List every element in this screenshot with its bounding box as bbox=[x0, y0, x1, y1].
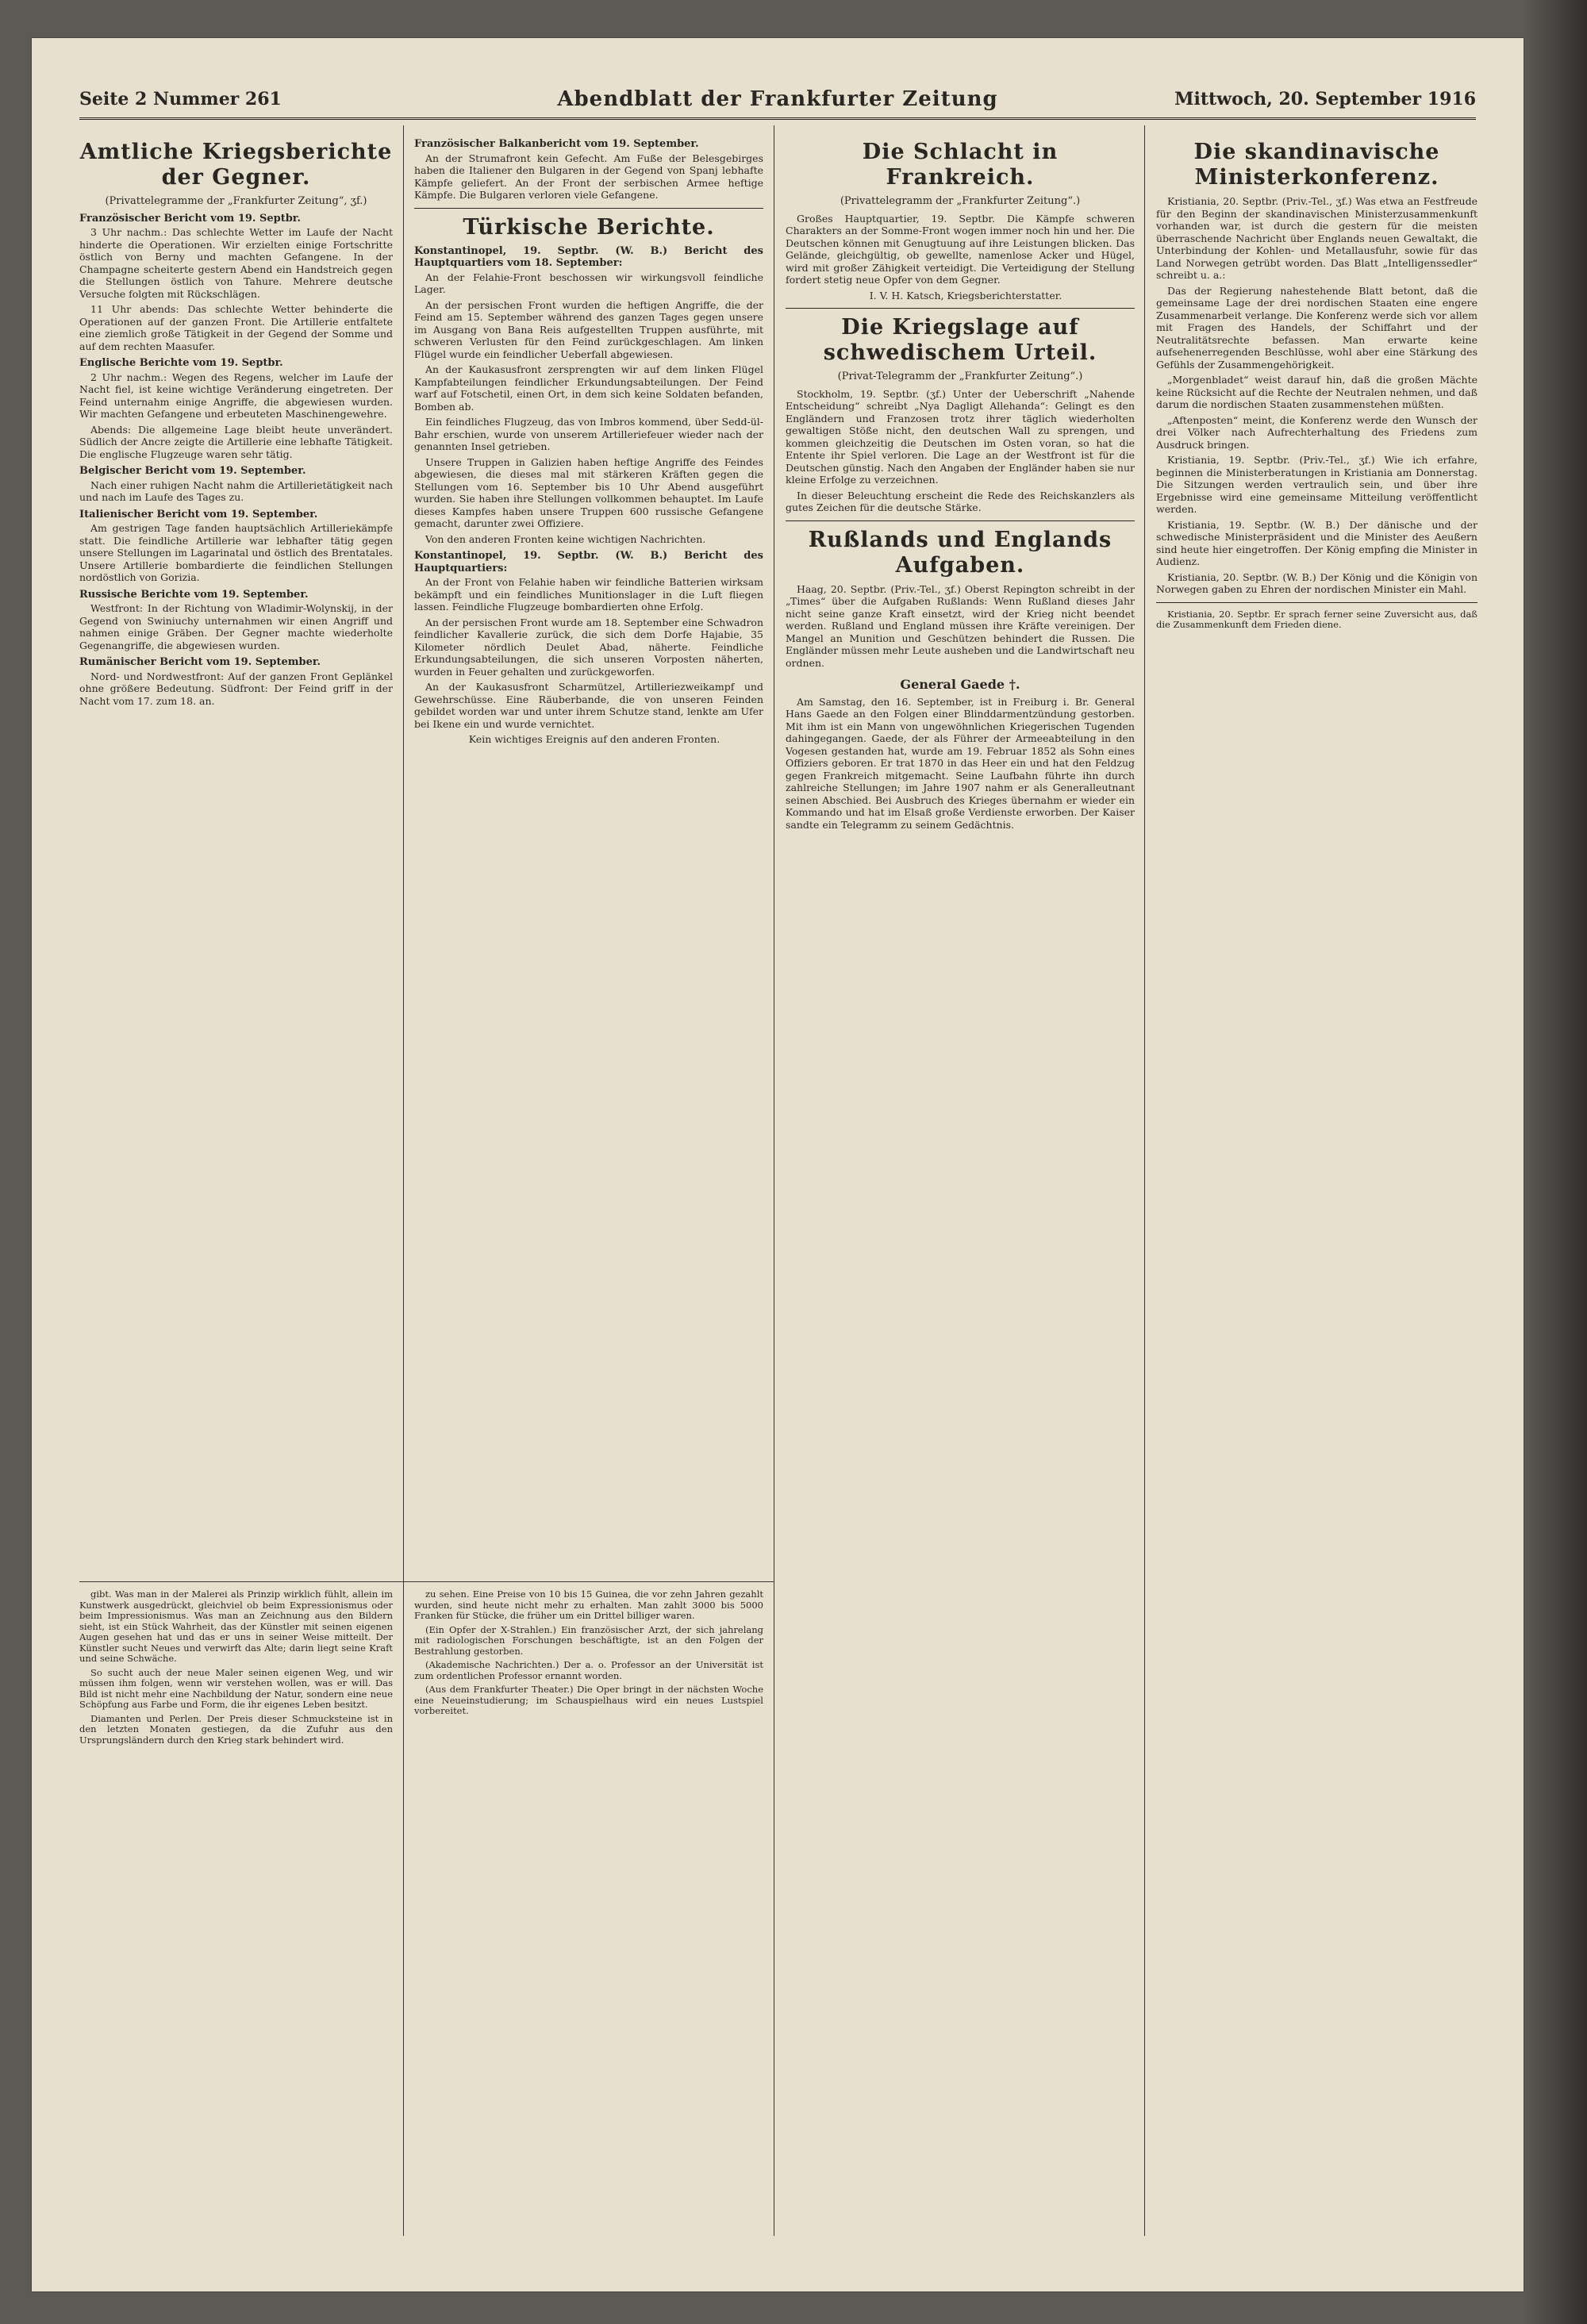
feuilleton-left bbox=[79, 1589, 393, 2232]
paragraph: 2 Uhr nachm.: Wegen des Regens, welcher im Laufe der Nacht fiel, ist keine wichtige Veränderung eingetreten. Der Feind unternahm einige Angriffe, die abgewiesen wurden. Wir machten Gefangene und erbeuteten Maschinengewehre. bbox=[79, 371, 393, 420]
divider bbox=[786, 520, 1135, 521]
paragraph: An der Front von Felahie haben wir feindliche Batterien wirksam bekämpft und ein feindliches Munitionslager in die Luft fliegen lassen. Feindliche Flugzeuge bombardierten ohne Erfolg. bbox=[414, 576, 763, 613]
dateline: Englische Berichte vom 19. Septbr. bbox=[79, 357, 283, 369]
closing-note: Kein wichtiges Ereignis auf den anderen Fronten. bbox=[468, 733, 720, 745]
article-heading: Amtliche Kriegsberichte der Gegner. bbox=[79, 140, 393, 190]
feuilleton-rule bbox=[79, 1581, 774, 1582]
paragraph: So sucht auch der neue Maler seinen eigenen Weg, und wir müssen ihm folgen, wenn wir verstehen wollen, was er will. Das Bild ist nicht mehr eine Nachbildung der Natur, sondern eine neue Schöpfung aus Farbe und Form, die ihr eigenes Leben besitzt. bbox=[79, 1666, 393, 1710]
dateline: Französischer Bericht vom 19. Septbr. bbox=[79, 212, 301, 225]
paragraph: Kristiania, 20. Septbr. (Priv.-Tel., ʒf.) Was etwa an Festfreude für den Beginn der skandinavischen Ministerzusammenkunft vorhanden war, ist durch die gestern für die meisten überraschende Nachricht über Englands neuen Gewaltakt, die Unterbindung der Kohlen- und Metallausfuhr, sowie für das Land Norwegen getrübt worden. Das Blatt „Intelligenssedler“ schreibt u. a.: bbox=[1156, 195, 1477, 281]
paragraph: An der persischen Front wurde am 18. September eine Schwadron feindlicher Kavallerie zurück, die sich dem Dorfe Hajabie, 35 Kilometer nördlich Deulet Abad, näherte. Feindliche Erkundungsabteilungen, die sich unseren Vorposten näherten, wurden in Feuer gehalten und zurückgeworfen. bbox=[414, 616, 763, 678]
paragraph: zu sehen. Eine Preise von 10 bis 15 Guinea, die vor zehn Jahren gezahlt wurden, sind heute nicht mehr zu erhalten. Man zahlt 3000 bis 5000 Franken für Stücke, die früher um ein Drittel billiger waren. bbox=[414, 1589, 763, 1621]
article-subheading: (Privat-Telegramm der „Frankfurter Zeitung“.) bbox=[837, 371, 1083, 382]
article-heading: Die Kriegslage auf schwedischem Urteil. bbox=[823, 315, 1097, 365]
column-rule bbox=[1144, 125, 1145, 2236]
paragraph: Am Samstag, den 16. September, ist in Freiburg i. Br. General Hans Gaede an den Folgen einer Blinddarmentzündung gestorben. Mit ihm ist ein Mann von ungewöhnlichen Kriegerischen Tugenden dahingegangen. Gaede, der als Führer der Armeeabteilung in den Vogesen gestanden hat, wurde am 19. Februar 1852 als Sohn eines Offiziers geboren. Er trat 1870 in das Heer ein und hat den Feldzug gegen Frankreich mitgemacht. Seine Laufbahn führte ihn durch zahlreiche Stellungen; im Jahre 1907 nahm er als Generalleutnant seinen Abschied. Bei Ausbruch des Krieges übernahm er wieder ein Kommando und hat im Elsaß große Verdienste erworben. Der Kaiser sandte ein Telegramm zu seinem Gedächtnis. bbox=[786, 695, 1135, 831]
dateline: Italienischer Bericht vom 19. September. bbox=[79, 508, 318, 520]
column-1 bbox=[79, 133, 393, 1573]
dateline: Französischer Balkanbericht vom 19. September. bbox=[414, 138, 699, 150]
paragraph: Haag, 20. Septbr. (Priv.-Tel., ʒf.) Oberst Repington schreibt in der „Times“ über die Aufgaben Rußlands: Wenn Rußland dieses Jahr nicht seine ganze Kraft einsetzt, wird der Krieg nicht beendet werden. Rußland und England müssen ihre Kräfte vereinigen. Der Mangel an Munition und Geschützen behindert die Russen. Die Engländer müssen mehr Leute ausheben und die Landwirtschaft neu ordnen. bbox=[786, 582, 1135, 669]
paragraph: In dieser Beleuchtung erscheint die Rede des Reichskanzlers als gutes Zeichen für die deutsche Stärke. bbox=[786, 489, 1135, 513]
paragraph: Ein feindliches Flugzeug, das von Imbros kommend, über Sedd-ül-Bahr erschien, wurde von unserem Artilleriefeuer wieder nach der genannten Insel getrieben. bbox=[414, 416, 763, 452]
byline: I. V. H. Katsch, Kriegsberichterstatter. bbox=[869, 289, 1062, 302]
paragraph: An der Strumafront kein Gefecht. Am Fuße der Belesgebirges haben die Italiener den Bulgaren in der Gegend von Spanj lebhafte Kämpfe geliefert. An der Front der serbischen Armee heftige Kämpfe. Die Bulgaren verloren viele Gefangene. bbox=[414, 152, 763, 201]
paragraph: 11 Uhr abends: Das schlechte Wetter behinderte die Operationen auf der ganzen Front. Die Artillerie entfaltete eine ziemlich große Tätigkeit in der Gegend der Somme und auf dem rechten Maasufer. bbox=[79, 303, 393, 352]
paragraph: Großes Hauptquartier, 19. Septbr. Die Kämpfe schweren Charakters an der Somme-Front wogen immer noch hin und her. Die Deutschen können mit Genugtuung auf ihre Leistungen blicken. Das Gelände, gleichgültig, ob gewellte, namenlose Acker und Hügel, wird mit großer Zähigkeit verteidigt. Die Verteidigung der Stellung fordert stetig neue Opfer von dem Gegner. bbox=[786, 212, 1135, 286]
issue-date: Mittwoch, 20. September 1916 bbox=[1174, 89, 1476, 109]
paragraph: Nord- und Nordwestfront: Auf der ganzen Front Geplänkel ohne größere Bedeutung. Südfront: Der Feind griff in der Nacht vom 17. zum 18. an. bbox=[79, 670, 393, 707]
paragraph: Stockholm, 19. Septbr. (ʒf.) Unter der Ueberschrift „Nahende Entscheidung“ schreibt „Nya Dagligt Allehanda“: Gelingt es den Engländern und Franzosen trotz ihrer täglich wiederholten gewaltigen Stöße nicht, den deutschen Wall zu sprengen, und kommen gleichzeitig die Deutschen im Osten voran, so hat die Entente ihr Spiel verloren. Die Lage an der Westfront ist für die Deutschen günstig. Nach den Angaben der Engländer haben sie nur kleine Erfolge zu verzeichnen. bbox=[786, 387, 1135, 486]
column-4 bbox=[1156, 133, 1477, 2236]
paragraph: 3 Uhr nachm.: Das schlechte Wetter im Laufe der Nacht hinderte die Operationen. Wir erzielten einige Fortschritte östlich von Berny und machten Gefangene. In der Champagne scheiterte gestern Abend ein Handstreich gegen die Stellungen östlich von Tahure. Mehrere deutsche Versuche folgten mit Rückschlägen. bbox=[79, 226, 393, 300]
paragraph: „Aftenposten“ meint, die Konferenz werde den Wunsch der drei Völker nach Aufrechterhaltung des Friedens zum Ausdruck bringen. bbox=[1156, 413, 1477, 451]
paragraph: An der Kaukasusfront zersprengten wir auf dem linken Flügel Kampfabteilungen feindlicher Erkundungsabteilungen. Der Feind warf auf Fotschetil, einen Ort, in dem sich keine Soldaten befanden, Bomben ab. bbox=[414, 363, 763, 413]
article-heading: Die Schlacht in Frankreich. bbox=[862, 140, 1059, 190]
paragraph: (Aus dem Frankfurter Theater.) Die Oper bringt in der nächsten Woche eine Neueinstudierung; im Schauspielhaus wird ein neues Lustspiel vorbereitet. bbox=[414, 1684, 763, 1716]
feuilleton-middle bbox=[414, 1589, 763, 2232]
paragraph: (Ein Opfer der X-Strahlen.) Ein französischer Arzt, der sich jahrelang mit radiologischen Forschungen beschäftigte, ist an den Folgen der Bestrahlung gestorben. bbox=[414, 1623, 763, 1657]
masthead bbox=[79, 86, 1476, 120]
column-2 bbox=[414, 133, 763, 1573]
paragraph: Diamanten und Perlen. Der Preis dieser Schmucksteine ist in den letzten Monaten gestiegen, da die Zufuhr aus den Ursprungsländern durch den Krieg stark behindert wird. bbox=[79, 1712, 393, 1746]
paragraph: Westfront: In der Richtung von Wladimir-Wolynskij, in der Gegend von Swiniuchy unternahmen wir einen Angriff und nahmen einige Gräben. Der Gegner machte wiederholte Gegenangriffe, die abgewiesen wurden. bbox=[79, 602, 393, 651]
article-heading: Die skandinavische Ministerkonferenz. bbox=[1193, 140, 1440, 190]
paragraph: „Morgenbladet“ weist darauf hin, daß die großen Mächte keine Rücksicht auf die Rechte der Neutralen nehmen, und daß darum die nordischen Staaten zusammenstehen müßten. bbox=[1156, 374, 1477, 410]
closing-note: Kristiania, 20. Septbr. Er sprach ferner seine Zuversicht aus, daß die Zusammenkunft dem Frieden diene. bbox=[1156, 608, 1477, 630]
paragraph: Nach einer ruhigen Nacht nahm die Artillerietätigkeit nach und nach im Laufe des Tages zu. bbox=[79, 478, 393, 503]
paragraph: Kristiania, 20. Septbr. (W. B.) Der König und die Königin von Norwegen gaben zu Ehren der nordischen Minister ein Mahl. bbox=[1156, 570, 1477, 595]
paragraph: Das der Regierung nahestehende Blatt betont, daß die gemeinsame Lage der drei nordischen Staaten eine engere Zusammenarbeit verlange. Die Konferenz werde sich vor allem mit Fragen des Handels, der Schiffahrt und der Neutralitätsrechte befassen. Man erwarte keine aufsehenerregenden Beschlüsse, wohl aber eine Stärkung des Gefühls der Zusammengehörigkeit. bbox=[1156, 284, 1477, 371]
paragraph: Kristiania, 19. Septbr. (Priv.-Tel., ʒf.) Wie ich erfahre, beginnen die Ministerberatungen in Kristiania am Donnerstag. Die Sitzungen werden vertraulich sein, und über ihre Ergebnisse wird eine gemeinsame Mitteilung veröffentlicht werden. bbox=[1156, 454, 1477, 515]
paragraph: Abends: Die allgemeine Lage bleibt heute unverändert. Südlich der Ancre zeigte die Artillerie eine lebhafte Tätigkeit. Die englische Flugzeuge waren sehr tätig. bbox=[79, 423, 393, 460]
dateline: Belgischer Bericht vom 19. September. bbox=[79, 465, 306, 477]
article-subheading: (Privattelegramm der „Frankfurter Zeitung“.) bbox=[840, 195, 1081, 207]
column-3 bbox=[786, 133, 1135, 2236]
divider bbox=[786, 308, 1135, 309]
divider bbox=[414, 208, 763, 209]
dateline: Russische Berichte vom 19. September. bbox=[79, 588, 309, 601]
page-number: Seite 2 Nummer 261 bbox=[79, 89, 282, 109]
paragraph: (Akademische Nachrichten.) Der a. o. Professor an der Universität ist zum ordentlichen Professor ernannt worden. bbox=[414, 1659, 763, 1681]
column-rule bbox=[403, 125, 404, 2236]
divider bbox=[1156, 602, 1477, 603]
paragraph: An der persischen Front wurden die heftigen Angriffe, die der Feind am 15. September während des ganzen Tages gegen unsere im Ausgang von Bana Reis aufgestellten Truppen ausführte, mit schweren Verlusten für den Feind zurückgeschlagen. Am linken Flügel wurde ein feindlicher Ueberfall abgewiesen. bbox=[414, 298, 763, 360]
article-heading: Rußlands und Englands Aufgaben. bbox=[808, 527, 1112, 578]
paragraph: Kristiania, 19. Septbr. (W. B.) Der dänische und der schwedische Ministerpräsident und die Minister des Aeußern sind heute hier eingetroffen. Der König empfing die Minister in Audienz. bbox=[1156, 518, 1477, 567]
paragraph: An der Felahie-Front beschossen wir wirkungsvoll feindliche Lager. bbox=[414, 271, 763, 295]
newspaper-title: Abendblatt der Frankfurter Zeitung bbox=[557, 87, 998, 111]
dateline: Rumänischer Bericht vom 19. September. bbox=[79, 656, 321, 668]
paragraph: Von den anderen Fronten keine wichtigen Nachrichten. bbox=[425, 532, 706, 545]
obituary-heading: General Gaede †. bbox=[900, 677, 1020, 692]
dateline: Konstantinopel, 19. Septbr. (W. B.) Bericht des Hauptquartiers: bbox=[414, 550, 763, 574]
newspaper-page bbox=[32, 38, 1524, 2291]
paragraph: Am gestrigen Tage fanden hauptsächlich Artilleriekämpfe statt. Die feindliche Artillerie war lebhafter tätig gegen unsere Stellungen im Lagarinatal und östlich des Brentatales. Unsere Artillerie bombardierte die feindlichen Stellungen nordöstlich von Gorizia. bbox=[79, 522, 393, 583]
paragraph: Unsere Truppen in Galizien haben heftige Angriffe des Feindes abgewiesen, die dieses mal mit stärkeren Kräften gegen die Stellungen vom 16. September bis 10 Uhr Abend ausgeführt wurden. Sie haben ihre Stellungen vollkommen behauptet. Im Laufe dieses Kampfes haben unsere Truppen 600 russische Gefangene gemacht, darunter zwei Offiziere. bbox=[414, 455, 763, 529]
paragraph: An der Kaukasusfront Scharmützel, Artilleriezweikampf und Gewehrschüsse. Eine Räuberbande, die von unseren Feinden gebildet worden war und unter ihrem Schutze stand, lenkte am Ufer bei Ikene ein und wurde vernichtet. bbox=[414, 681, 763, 730]
book-spine bbox=[1524, 0, 1587, 2324]
article-subheading: (Privattelegramme der „Frankfurter Zeitung“, ʒf.) bbox=[105, 195, 367, 207]
article-heading: Türkische Berichte. bbox=[463, 214, 715, 240]
dateline: Konstantinopel, 19. Septbr. (W. B.) Bericht des Hauptquartiers vom 18. September: bbox=[414, 244, 763, 269]
paragraph: gibt. Was man in der Malerei als Prinzip wirklich fühlt, allein im Kunstwerk ausgedrückt, gleichviel ob beim Expressionismus oder beim Impressionismus. Was man an Zeichnung aus den Bildern sieht, ist ein Stück Wahrheit, das der Künstler mit seinen eigenen Augen gesehen hat und das er uns in seiner Weise mitteilt. Der Künstler sucht Neues und verwirft das Alte; darin liegt seine Kraft und seine Schwäche. bbox=[79, 1589, 393, 1664]
